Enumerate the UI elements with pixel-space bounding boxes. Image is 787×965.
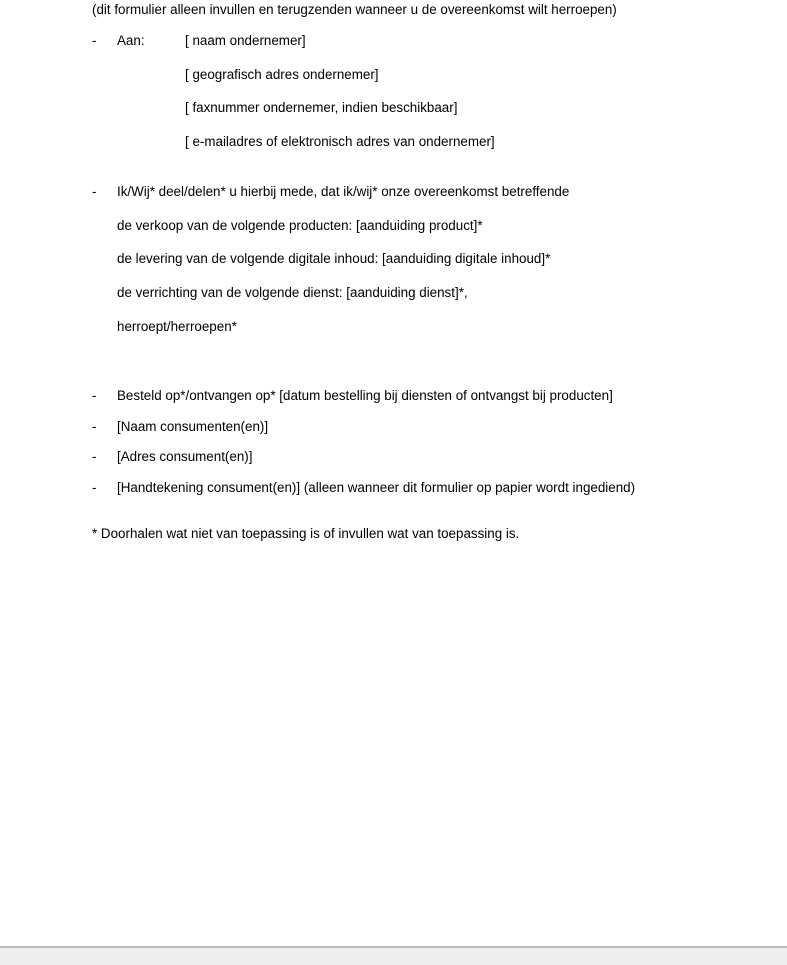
page-gap-bar [0,946,787,965]
detail-line-besteld-op: Besteld op*/ontvangen op* [datum bestelling bij diensten of ontvangst bij producten] [117,388,613,403]
statement-line-levering: de levering van de volgende digitale inhoud: [aanduiding digitale inhoud]* [117,251,551,266]
dash-bullet: - [92,419,97,434]
detail-line-adres-consument: [Adres consument(en)] [117,449,253,464]
aan-line-emailadres: [ e-mailadres of elektronisch adres van ondernemer] [185,134,495,149]
dash-bullet: - [92,33,97,48]
aan-line-faxnummer: [ faxnummer ondernemer, indien beschikbaar] [185,100,458,115]
dash-bullet: - [92,388,97,403]
detail-line-naam-consument: [Naam consumenten(en)] [117,419,269,434]
footnote-line: * Doorhalen wat niet van toepassing is of invullen wat van toepassing is. [92,526,520,541]
dash-bullet: - [92,480,97,495]
statement-line-verkoop: de verkoop van de volgende producten: [aanduiding product]* [117,218,483,233]
statement-line-mededeling: Ik/Wij* deel/delen* u hierbij mede, dat ik/wij* onze overeenkomst betreffende [117,184,570,199]
aan-line-geografisch-adres: [ geografisch adres ondernemer] [185,67,379,82]
aan-line-naam-ondernemer: [ naam ondernemer] [185,33,306,48]
statement-line-herroept: herroept/herroepen* [117,319,237,334]
detail-line-handtekening: [Handtekening consument(en)] (alleen wanneer dit formulier op papier wordt ingediend) [117,480,636,495]
intro-line: (dit formulier alleen invullen en terugzenden wanneer u de overeenkomst wilt herroepen) [92,2,617,17]
dash-bullet: - [92,449,97,464]
dash-bullet: - [92,184,97,199]
statement-line-verrichting: de verrichting van de volgende dienst: [aanduiding dienst]*, [117,285,468,300]
aan-label: Aan: [117,33,145,48]
